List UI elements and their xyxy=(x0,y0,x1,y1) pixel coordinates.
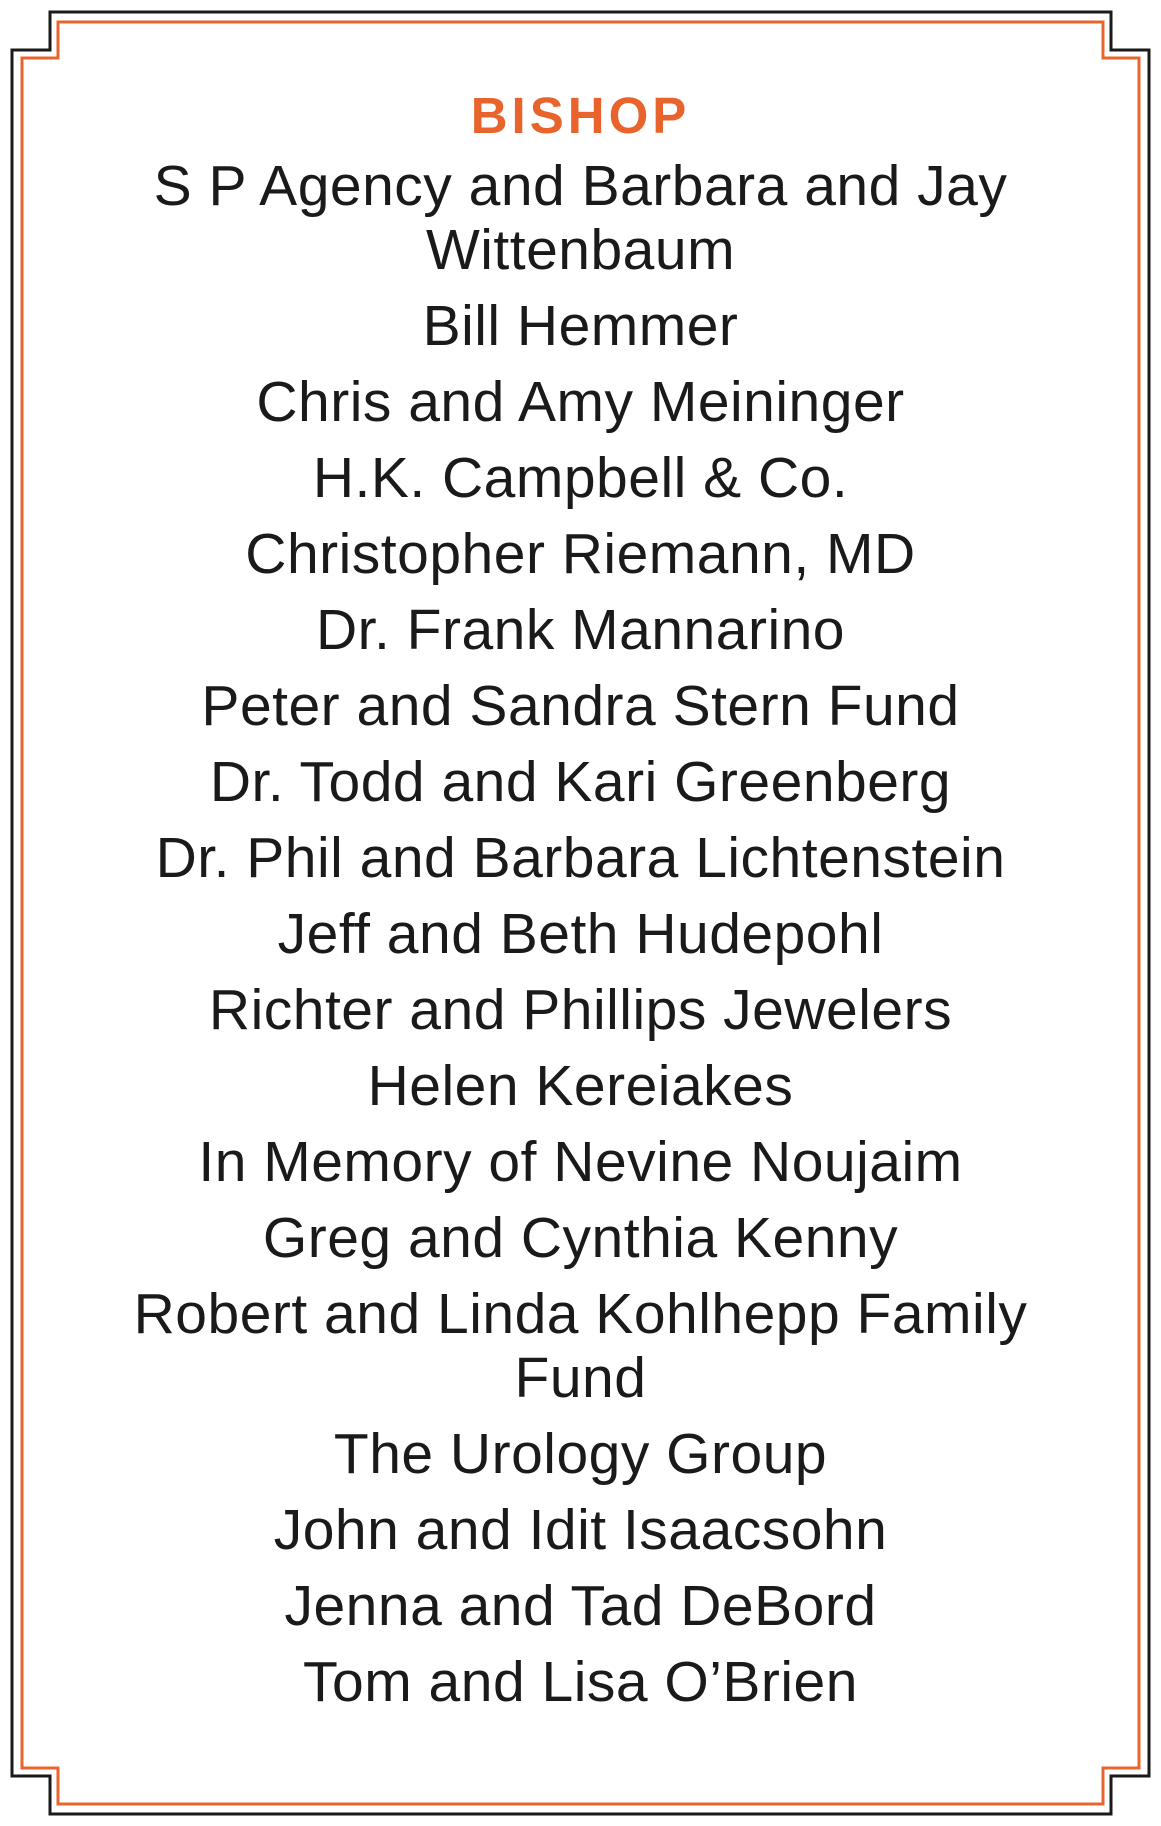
donor-name: Dr. Frank Mannarino xyxy=(315,598,846,662)
donor-name: Chris and Amy Meininger xyxy=(256,370,905,434)
donor-name: Jeff and Beth Hudepohl xyxy=(277,902,884,966)
donor-name: The Urology Group xyxy=(333,1422,828,1486)
donor-name: S P Agency and Barbara and Jay Wittenbaum xyxy=(153,154,1008,282)
donor-name: Tom and Lisa O’Brien xyxy=(303,1650,858,1714)
donor-name: Helen Kereiakes xyxy=(367,1054,794,1118)
donor-name: Jenna and Tad DeBord xyxy=(284,1574,877,1638)
donor-name: Dr. Phil and Barbara Lichtenstein xyxy=(155,826,1006,890)
donor-name: Greg and Cynthia Kenny xyxy=(262,1206,899,1270)
donor-name: Robert and Linda Kohlhepp Family Fund xyxy=(133,1282,1028,1410)
donor-name: Dr. Todd and Kari Greenberg xyxy=(209,750,952,814)
donor-name: Christopher Riemann, MD xyxy=(245,522,916,586)
donor-name: H.K. Campbell & Co. xyxy=(312,446,849,510)
donor-section xyxy=(60,82,1101,1726)
donor-name: Richter and Phillips Jewelers xyxy=(208,978,953,1042)
donor-name: Bill Hemmer xyxy=(422,294,739,358)
donor-name: In Memory of Nevine Noujaim xyxy=(198,1130,963,1194)
donor-list xyxy=(60,154,1101,1714)
donor-name: Peter and Sandra Stern Fund xyxy=(201,674,960,738)
section-heading: BISHOP xyxy=(470,87,691,144)
donor-name: John and Idit Isaacsohn xyxy=(273,1498,888,1562)
